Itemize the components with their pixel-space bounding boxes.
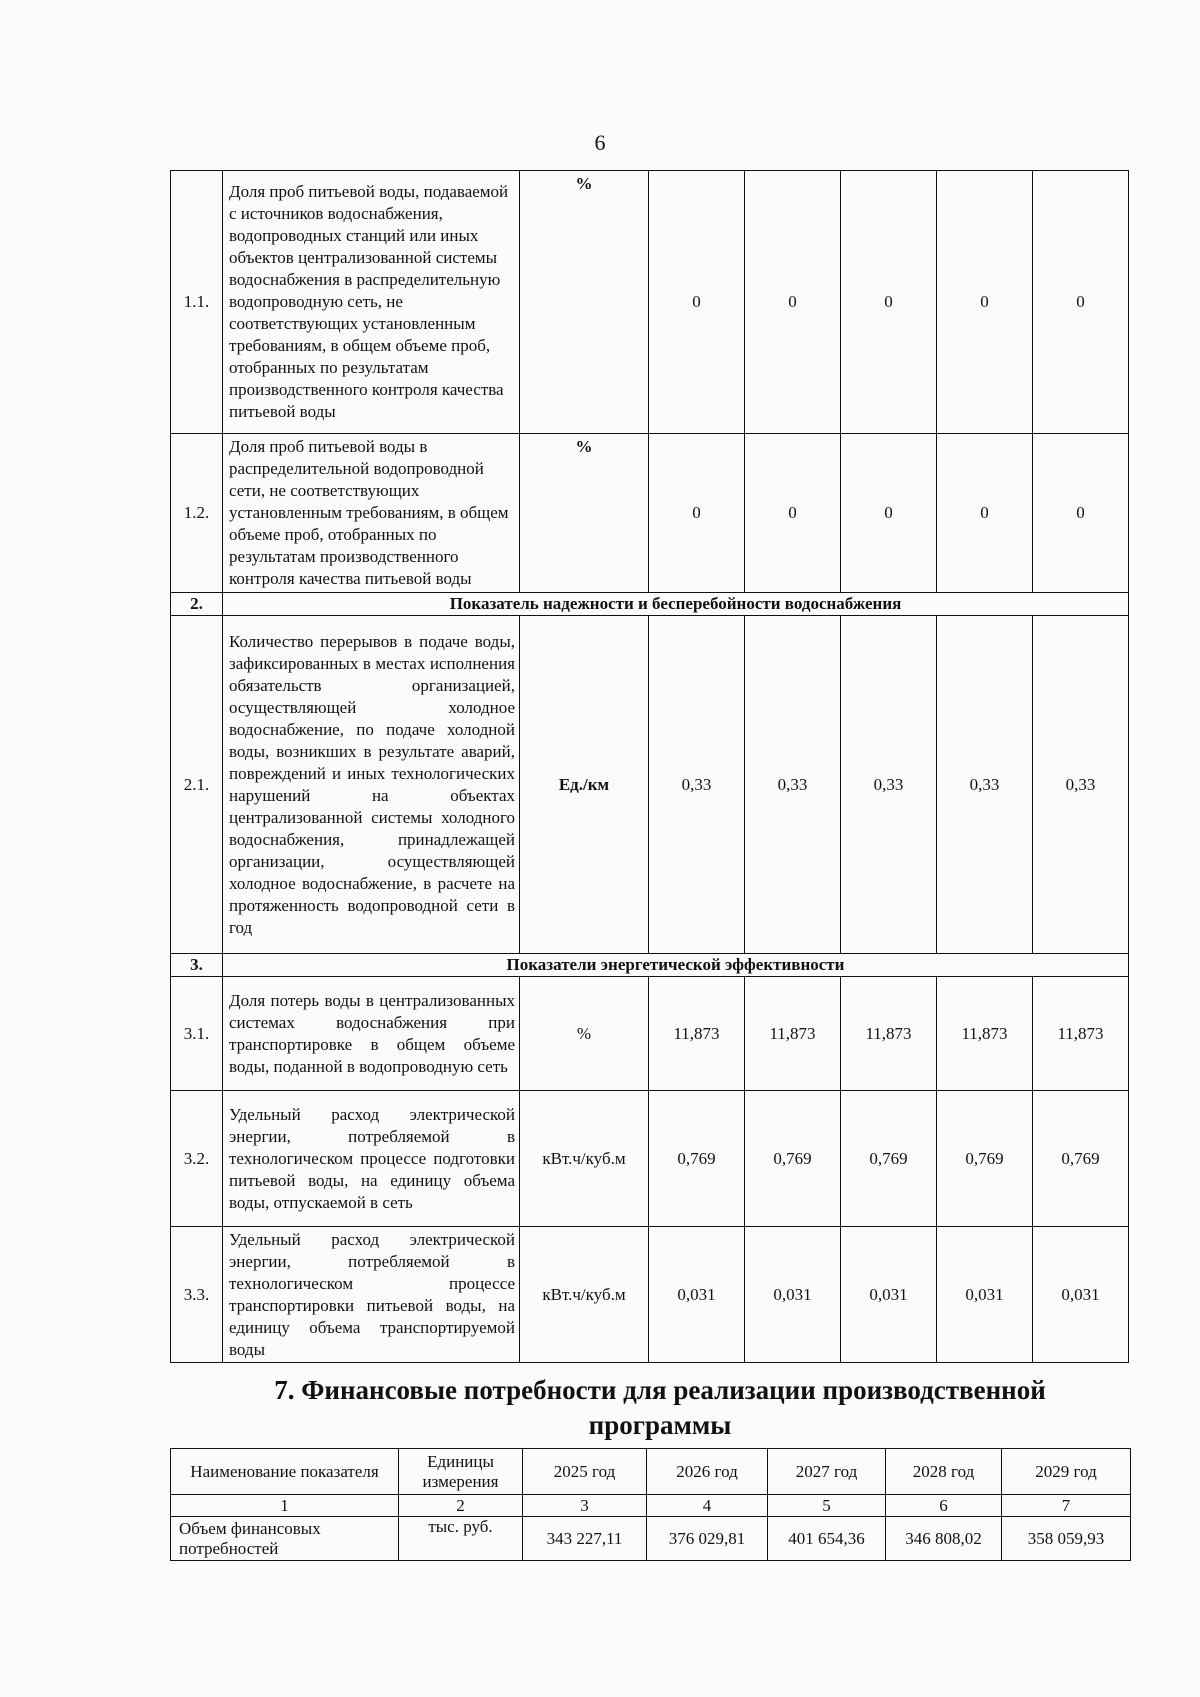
- row-number: 3.1.: [171, 977, 223, 1091]
- value-cell: 11,873: [745, 977, 841, 1091]
- value-cell: 11,873: [649, 977, 745, 1091]
- value-cell: 0,33: [841, 616, 937, 954]
- section-header-row: [171, 954, 1129, 977]
- table-row: [171, 1227, 1129, 1363]
- value-cell: 11,873: [937, 977, 1033, 1091]
- value-cell: 401 654,36: [768, 1517, 886, 1561]
- column-number: 5: [768, 1495, 886, 1517]
- value-cell: 0,031: [841, 1227, 937, 1363]
- value-cell: 346 808,02: [886, 1517, 1002, 1561]
- section-number: 2.: [171, 593, 223, 616]
- value-cell: 0: [1033, 434, 1129, 593]
- column-header: 2028 год: [886, 1449, 1002, 1495]
- value-cell: 376 029,81: [647, 1517, 768, 1561]
- table-row: [171, 1091, 1129, 1227]
- row-number: 3.2.: [171, 1091, 223, 1227]
- financial-table: [170, 1448, 1131, 1561]
- table-row: [171, 977, 1129, 1091]
- value-cell: 11,873: [841, 977, 937, 1091]
- value-cell: 0,33: [1033, 616, 1129, 954]
- section-header-row: [171, 593, 1129, 616]
- indicator-description: Удельный расход электрической энергии, потребляемой в технологическом процессе транспортировки питьевой воды, на единицу объема транспортируемой воды: [223, 1227, 520, 1363]
- table-row: [171, 434, 1129, 593]
- indicator-description: Доля проб питьевой воды в распределительной водопроводной сети, не соответствующих установленным требованиям, в общем объеме проб, отобранных по результатам производственного контроля качества питьевой воды: [223, 434, 520, 593]
- section-number: 3.: [171, 954, 223, 977]
- column-number: 1: [171, 1495, 399, 1517]
- value-cell: 358 059,93: [1002, 1517, 1131, 1561]
- indicator-unit: кВт.ч/куб.м: [520, 1227, 649, 1363]
- column-number-row: [171, 1495, 1131, 1517]
- value-cell: 0: [841, 171, 937, 434]
- column-number: 3: [523, 1495, 647, 1517]
- indicator-unit: %: [520, 977, 649, 1091]
- page-number: 6: [594, 130, 606, 155]
- indicator-unit: тыс. руб.: [399, 1517, 523, 1561]
- indicator-unit: %: [520, 434, 649, 593]
- indicator-unit: %: [520, 171, 649, 434]
- value-cell: 0,031: [649, 1227, 745, 1363]
- indicator-name: Объем финансовых потребностей: [171, 1517, 399, 1561]
- value-cell: 0,769: [841, 1091, 937, 1227]
- table-header-row: [171, 1449, 1131, 1495]
- value-cell: 0,769: [937, 1091, 1033, 1227]
- value-cell: 0,769: [745, 1091, 841, 1227]
- value-cell: 0,769: [1033, 1091, 1129, 1227]
- section-title: Показатели энергетической эффективности: [223, 954, 1129, 977]
- indicator-description: Удельный расход электрической энергии, потребляемой в технологическом процессе подготовки питьевой воды, на единицу объема воды, отпускаемой в сеть: [223, 1091, 520, 1227]
- table-row: [171, 1517, 1131, 1561]
- column-number: 7: [1002, 1495, 1131, 1517]
- column-header: 2026 год: [647, 1449, 768, 1495]
- column-header: 2029 год: [1002, 1449, 1131, 1495]
- value-cell: 0,031: [1033, 1227, 1129, 1363]
- column-header: 2025 год: [523, 1449, 647, 1495]
- value-cell: 0: [745, 171, 841, 434]
- indicator-description: Доля потерь воды в централизованных системах водоснабжения при транспортировке в общем объеме воды, поданной в водопроводную сеть: [223, 977, 520, 1091]
- financial-section-title: 7. Финансовые потребности для реализации производственной программы: [274, 1375, 1046, 1440]
- indicator-description: Доля проб питьевой воды, подаваемой с источников водоснабжения, водопроводных станций или иных объектов централизованной системы водоснабжения в распределительную водопроводную сеть, не соответствующих установленным требованиям, в общем объеме проб, отобранных по результатам производственного контроля качества питьевой воды: [223, 171, 520, 434]
- value-cell: 0: [745, 434, 841, 593]
- value-cell: 0,33: [745, 616, 841, 954]
- value-cell: 343 227,11: [523, 1517, 647, 1561]
- column-header: Единицы измерения: [399, 1449, 523, 1495]
- value-cell: 0,33: [937, 616, 1033, 954]
- column-header: 2027 год: [768, 1449, 886, 1495]
- table-row: [171, 616, 1129, 954]
- value-cell: 0: [841, 434, 937, 593]
- value-cell: 11,873: [1033, 977, 1129, 1091]
- row-number: 2.1.: [171, 616, 223, 954]
- row-number: 1.2.: [171, 434, 223, 593]
- value-cell: 0,33: [649, 616, 745, 954]
- row-number: 3.3.: [171, 1227, 223, 1363]
- table-row: [171, 171, 1129, 434]
- value-cell: 0: [649, 434, 745, 593]
- column-number: 6: [886, 1495, 1002, 1517]
- section-title: Показатель надежности и бесперебойности водоснабжения: [223, 593, 1129, 616]
- column-header: Наименование показателя: [171, 1449, 399, 1495]
- column-number: 2: [399, 1495, 523, 1517]
- value-cell: 0: [649, 171, 745, 434]
- indicator-unit: кВт.ч/куб.м: [520, 1091, 649, 1227]
- indicators-table: [170, 170, 1129, 1363]
- indicator-description: Количество перерывов в подаче воды, зафиксированных в местах исполнения обязательств организацией, осуществляющей холодное водоснабжение, по подаче холодной воды, возникших в результате аварий, повреждений и иных технологических нарушений на объектах централизованной системы холодного водоснабжения, принадлежащей организации, осуществляющей холодное водоснабжение, в расчете на протяженность водопроводной сети в год: [223, 616, 520, 954]
- value-cell: 0: [937, 434, 1033, 593]
- indicator-unit: Ед./км: [520, 616, 649, 954]
- value-cell: 0,031: [745, 1227, 841, 1363]
- value-cell: 0: [937, 171, 1033, 434]
- value-cell: 0,769: [649, 1091, 745, 1227]
- row-number: 1.1.: [171, 171, 223, 434]
- value-cell: 0: [1033, 171, 1129, 434]
- value-cell: 0,031: [937, 1227, 1033, 1363]
- column-number: 4: [647, 1495, 768, 1517]
